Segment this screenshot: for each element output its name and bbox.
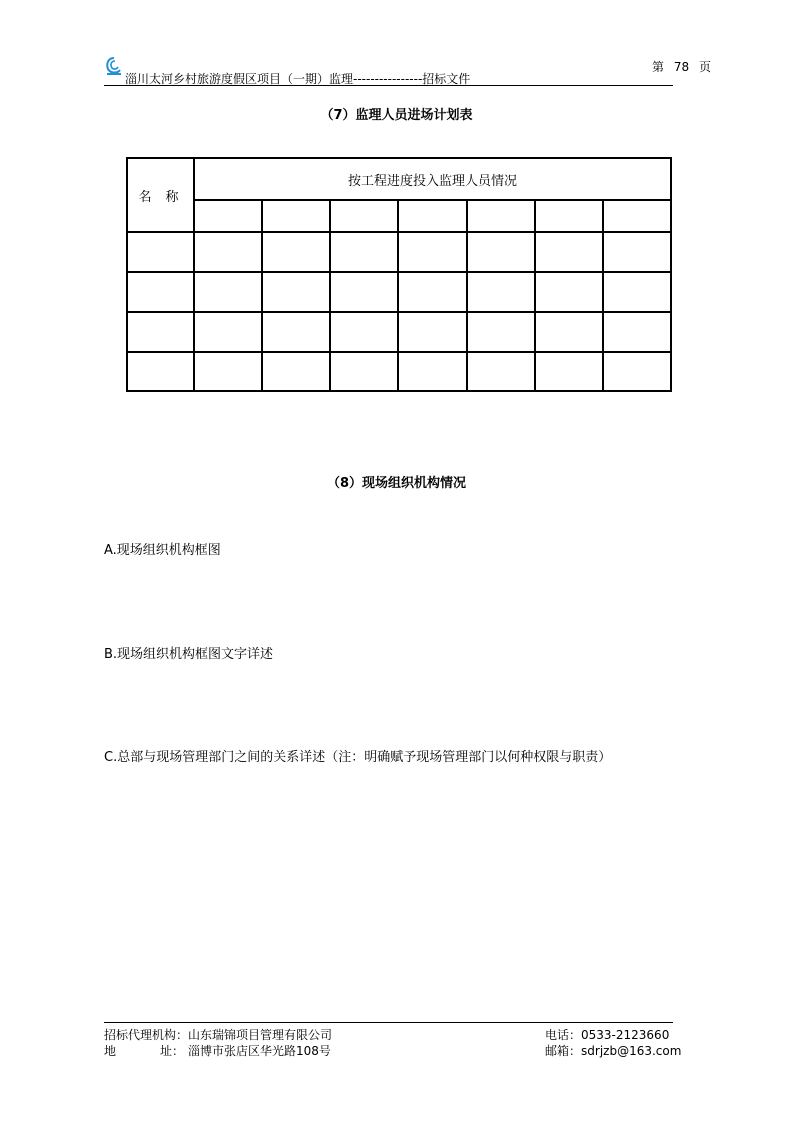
table-cell: [535, 312, 603, 352]
table-cell: [194, 272, 262, 312]
table-cell: [398, 312, 466, 352]
item-b: B.现场组织机构框图文字详述: [104, 647, 274, 662]
page-suffix: 页: [698, 60, 711, 74]
table-cell: [262, 232, 330, 272]
section-8-title: （8）现场组织机构情况: [326, 476, 467, 491]
table-cell: [603, 272, 671, 312]
table-cell: [194, 232, 262, 272]
table-cell: [127, 272, 194, 312]
table-cell: [330, 232, 398, 272]
page-number-value: 78: [673, 60, 690, 74]
table-cell: [467, 232, 535, 272]
footer-email: [545, 1042, 681, 1059]
table-cell: [535, 232, 603, 272]
table-cell: [603, 312, 671, 352]
table-cell: [467, 200, 535, 232]
phone-value: 0533-2123660: [581, 1028, 670, 1042]
address-label-2: 址：: [160, 1044, 185, 1058]
company-logo-icon: [104, 56, 124, 76]
table-header-row: [127, 158, 671, 200]
table-cell: [194, 352, 262, 391]
phone-label: 电话：: [545, 1028, 582, 1042]
table-cell: [330, 312, 398, 352]
table-cell: [330, 352, 398, 391]
section-7-title: （7）监理人员进场计划表: [320, 108, 473, 123]
table-cell: [127, 352, 194, 391]
table-cell: [330, 272, 398, 312]
item-c: C.总部与现场管理部门之间的关系详述（注：明确赋予现场管理部门以何种权限与职责）: [104, 750, 612, 765]
table-cell: [398, 200, 466, 232]
table-cell: [603, 352, 671, 391]
agency-value: 山东瑞锦项目管理有限公司: [188, 1028, 333, 1042]
table-cell: [194, 312, 262, 352]
address-label-1: 地: [104, 1044, 117, 1058]
table-cell: [467, 272, 535, 312]
table-cell: [398, 272, 466, 312]
table-cell: [535, 352, 603, 391]
agency-label: 招标代理机构：: [104, 1028, 189, 1042]
table-row: [127, 272, 671, 312]
group-header: 按工程进度投入监理人员情况: [194, 158, 671, 200]
table-cell: [262, 272, 330, 312]
address-value: 淄博市张店区华光路108号: [188, 1044, 331, 1058]
header-title: 淄川太河乡村旅游度假区项目（一期）监理----------------招标文件: [125, 72, 471, 86]
table-cell: [603, 200, 671, 232]
name-header: 名称: [127, 158, 194, 232]
footer-agency: [104, 1026, 332, 1043]
footer-phone: [545, 1026, 669, 1043]
table-row: [127, 312, 671, 352]
address-label: [104, 1042, 188, 1059]
footer-rule: [104, 1022, 673, 1023]
table-cell: [127, 312, 194, 352]
page-number: [652, 58, 711, 75]
page-prefix: 第: [652, 60, 665, 74]
table-cell: [262, 200, 330, 232]
staff-plan-table: [126, 157, 672, 392]
footer-address: [104, 1042, 331, 1059]
table-cell: [535, 200, 603, 232]
email-value: sdrjzb@163.com: [581, 1044, 682, 1058]
table-cell: [194, 200, 262, 232]
table-cell: [127, 232, 194, 272]
table-row: [127, 232, 671, 272]
table-row: [127, 352, 671, 391]
table-cell: [467, 312, 535, 352]
email-label: 邮箱：: [545, 1044, 582, 1058]
item-a: A.现场组织机构框图: [104, 543, 221, 558]
table-cell: [330, 200, 398, 232]
table-cell: [262, 352, 330, 391]
table-cell: [398, 232, 466, 272]
table-cell: [535, 272, 603, 312]
header-rule: [104, 85, 673, 86]
table-subheader-row: [127, 200, 671, 232]
table-cell: [398, 352, 466, 391]
table-cell: [603, 232, 671, 272]
table-cell: [262, 312, 330, 352]
table-cell: [467, 352, 535, 391]
